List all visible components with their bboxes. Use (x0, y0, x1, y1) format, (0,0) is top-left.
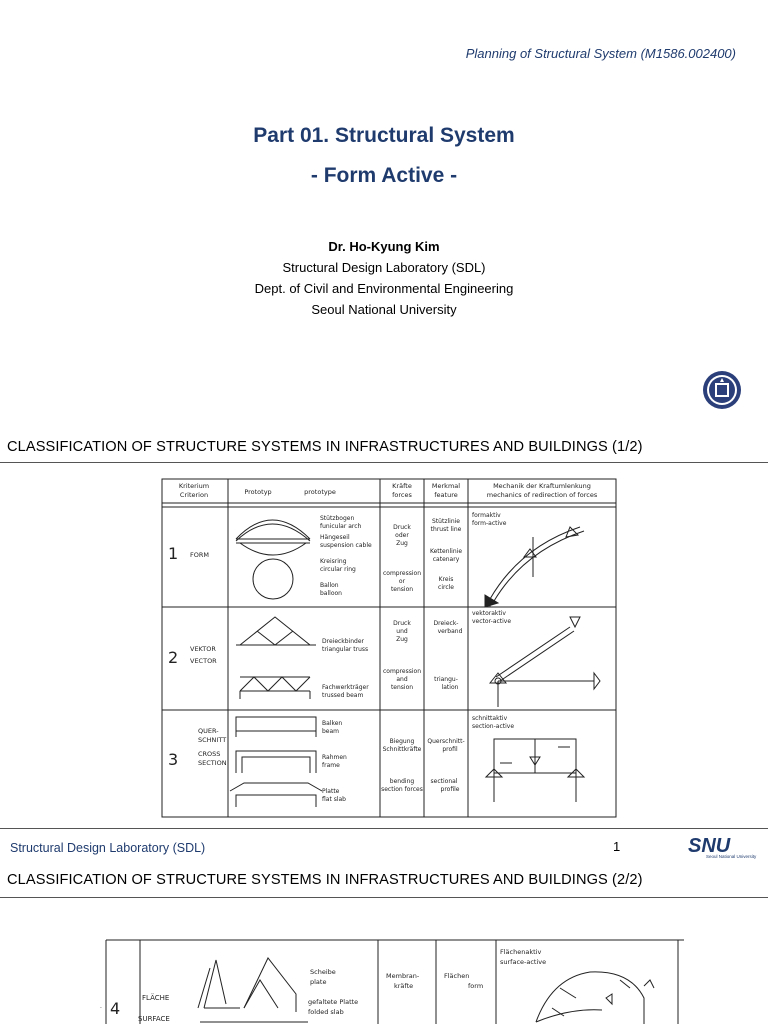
prototype-de: Balken (322, 720, 343, 727)
slide-heading: CLASSIFICATION OF STRUCTURE SYSTEMS IN INFRASTRUCTURES AND BUILDINGS (2/2) (7, 872, 643, 888)
page-number: 1 (613, 839, 621, 854)
header-feature-de: Merkmal (431, 482, 461, 490)
feature-text: Kreis (438, 576, 454, 583)
mechanics-text: form-active (472, 520, 507, 527)
forces-text: Biegung (389, 738, 415, 745)
forces-text: Zug (396, 636, 408, 643)
feature-text: triangu- (434, 676, 458, 683)
forces-text: bending (389, 778, 415, 785)
header-mechanics-en: mechanics of redirection of forces (486, 491, 598, 499)
row-criterion: SCHNITT (198, 736, 227, 744)
forces-text: tension (390, 684, 414, 691)
snu-logo (686, 833, 764, 859)
prototype-de: Dreieckbinder (322, 638, 365, 645)
row-number: 3 (168, 750, 179, 769)
university-seal-icon (702, 370, 742, 410)
header-prototype-de: Prototyp (244, 488, 272, 496)
prototype-de: Ballon (320, 582, 339, 589)
title-slide (0, 0, 768, 410)
forces-text: Zug (396, 540, 408, 547)
prototype-de: Scheibe (310, 968, 336, 976)
header-criterion-en: Criterion (179, 491, 209, 499)
prototype-de: Kreisring (320, 558, 347, 565)
slide-subtitle: - Form Active - (310, 164, 458, 187)
row-criterion: QUER- (198, 727, 219, 735)
row-number: 2 (168, 648, 179, 667)
affiliation-line: Structural Design Laboratory (SDL) (282, 260, 486, 275)
logo-text: SNU (688, 835, 731, 857)
header-prototype-en: prototype (304, 488, 336, 496)
prototype-en: frame (322, 762, 340, 769)
classification-table-sketch (160, 477, 618, 819)
feature-text: form (468, 982, 484, 990)
classification-slide-1 (0, 425, 768, 859)
mechanics-text: formaktiv (472, 512, 501, 519)
forces-text: tension (390, 586, 414, 593)
mechanics-text: section-active (472, 723, 515, 730)
forces-text: Membran- (386, 972, 420, 980)
forces-text: section forces (381, 786, 423, 793)
table-row (168, 610, 511, 699)
footer-lab-name: Structural Design Laboratory (SDL) (10, 841, 206, 855)
logo-subtext: Seoul National University (706, 854, 757, 859)
row-criterion: VECTOR (190, 657, 217, 665)
section-active-sketch (230, 717, 584, 807)
prototype-en: funicular arch (320, 523, 362, 530)
course-label: Planning of Structural System (M1586.002400) (465, 46, 736, 61)
header-feature-en: feature (434, 491, 458, 499)
feature-text: Flächen (444, 972, 470, 980)
classification-slide-2 (0, 862, 768, 1024)
heading-divider (0, 897, 768, 898)
row-criterion: VEKTOR (190, 645, 216, 653)
feature-text: sectional (430, 778, 458, 785)
prototype-en: plate (310, 978, 327, 986)
vector-active-sketch (236, 617, 600, 707)
feature-text: Dreieck- (433, 620, 459, 627)
header-forces-en: forces (392, 491, 412, 499)
prototype-en: beam (322, 728, 340, 735)
slide-title: Part 01. Structural System (253, 124, 515, 147)
mechanics-text: vektoraktiv (472, 610, 506, 617)
forces-text: Druck (393, 524, 411, 531)
prototype-en: circular ring (320, 566, 356, 573)
prototype-de: gefaltete Platte (308, 998, 359, 1006)
author-name: Dr. Ho-Kyung Kim (328, 239, 440, 254)
prototype-en: triangular truss (322, 646, 369, 653)
mechanics-text: Flächenaktiv (500, 948, 542, 956)
row-criterion: SURFACE (138, 1015, 170, 1023)
prototype-de: Hängeseil (320, 534, 350, 541)
feature-text: Kettenlinie (429, 548, 463, 555)
row-criterion: FLÄCHE (142, 994, 170, 1002)
mechanics-text: schnittaktiv (472, 715, 508, 722)
row-number: 4 (110, 999, 121, 1018)
forces-text: and (396, 676, 408, 683)
slide-heading: CLASSIFICATION OF STRUCTURE SYSTEMS IN INFRASTRUCTURES AND BUILDINGS (1/2) (7, 439, 643, 455)
prototype-en: balloon (320, 590, 342, 597)
prototype-de: Stützbogen (320, 515, 355, 522)
prototype-de: Fachwerkträger (322, 684, 369, 691)
row-number: 1 (168, 544, 179, 563)
forces-text: Schnittkräfte (382, 746, 422, 753)
forces-text: compression (382, 668, 422, 675)
feature-text: profile (440, 786, 460, 793)
mechanics-text: surface-active (500, 958, 547, 966)
row-criterion: SECTION (198, 759, 227, 767)
forces-text: und (396, 628, 408, 635)
forces-text: or (398, 578, 406, 585)
surface-active-sketch (198, 958, 654, 1024)
forces-text: Druck (393, 620, 411, 627)
author-block (0, 236, 768, 320)
table-row (168, 512, 507, 597)
header-forces-de: Kräfte (392, 482, 412, 490)
footer-divider (0, 828, 768, 829)
feature-text: Stützlinie (432, 518, 460, 525)
feature-text: verband (437, 628, 463, 635)
feature-text: thrust line (430, 526, 462, 533)
form-active-sketch (236, 520, 584, 607)
forces-text: oder (395, 532, 409, 539)
header-criterion-de: Kriterium (178, 482, 210, 490)
prototype-de: Rahmen (322, 754, 347, 761)
feature-text: lation (441, 684, 459, 691)
row-criterion: CROSS (198, 750, 221, 758)
feature-text: catenary (432, 556, 460, 563)
prototype-de: Platte (322, 788, 340, 795)
feature-text: circle (438, 584, 454, 591)
mechanics-text: vector-active (472, 618, 512, 625)
prototype-en: folded slab (308, 1008, 344, 1016)
feature-text: Querschnitt- (427, 738, 465, 745)
table-row (168, 715, 514, 803)
prototype-en: flat slab (322, 796, 346, 803)
affiliation-line: Dept. of Civil and Environmental Engineering (254, 281, 514, 296)
prototype-en: suspension cable (320, 542, 372, 549)
table-row (110, 948, 546, 1023)
margin-mark: · (100, 1005, 102, 1012)
forces-text: kräfte (394, 982, 414, 990)
heading-divider (0, 462, 768, 463)
row-criterion: FORM (190, 551, 209, 559)
prototype-en: trussed beam (322, 692, 364, 699)
feature-text: profil (442, 746, 458, 753)
classification-table-sketch (100, 938, 684, 1024)
forces-text: compression (382, 570, 422, 577)
header-mechanics-de: Mechanik der Kraftumlenkung (493, 482, 591, 490)
affiliation-line: Seoul National University (311, 302, 457, 317)
